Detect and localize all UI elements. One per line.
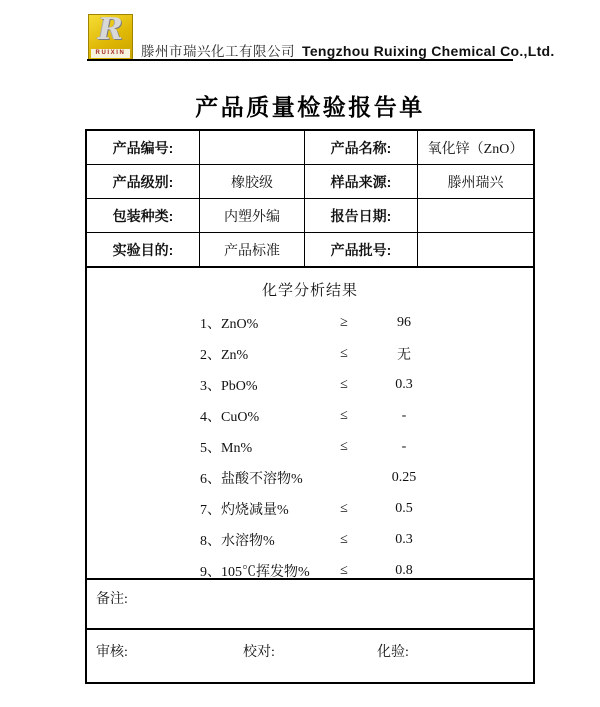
remarks-row bbox=[87, 580, 533, 630]
analysis-heading: 化学分析结果 bbox=[261, 283, 358, 299]
analysis-value: 0.5 bbox=[395, 500, 413, 516]
product-number-value bbox=[200, 131, 305, 164]
analysis-operator: ≤ bbox=[340, 531, 348, 547]
info-row-product-number bbox=[87, 131, 533, 165]
batch-number-label: 产品批号: bbox=[305, 233, 418, 266]
company-name-chinese: 滕州市瑞兴化工有限公司 bbox=[141, 44, 295, 59]
product-name-label: 产品名称: bbox=[305, 131, 418, 164]
analysis-row-ignition-loss bbox=[87, 493, 533, 524]
analysis-value: 0.8 bbox=[395, 562, 413, 578]
company-logo bbox=[88, 14, 133, 60]
analysis-label: 3、PbO% bbox=[200, 378, 258, 394]
analysis-value: 0.25 bbox=[391, 469, 417, 485]
analysis-row-water-soluble bbox=[87, 524, 533, 555]
page-title: 产品质量检验报告单 bbox=[195, 94, 425, 120]
signoff-row bbox=[87, 630, 533, 682]
product-number-label: 产品编号: bbox=[87, 131, 200, 164]
analysis-row-mn bbox=[87, 431, 533, 462]
review-label: 审核: bbox=[96, 645, 128, 660]
info-row-package-type bbox=[87, 199, 533, 233]
analysis-operator: ≤ bbox=[340, 407, 348, 423]
analysis-label: 2、Zn% bbox=[200, 347, 249, 363]
report-date-label: 报告日期: bbox=[305, 199, 418, 232]
report-date-value bbox=[418, 199, 533, 232]
analysis-row-hcl-insoluble bbox=[87, 462, 533, 493]
analysis-operator: ≥ bbox=[340, 314, 348, 330]
analysis-label: 7、灼烧减量% bbox=[200, 502, 289, 518]
logo-monogram-icon: R bbox=[98, 12, 123, 47]
analysis-value: 0.3 bbox=[395, 531, 413, 547]
analysis-operator: ≤ bbox=[340, 500, 348, 516]
package-type-label: 包装种类: bbox=[87, 199, 200, 232]
analysis-row-cuo bbox=[87, 400, 533, 431]
sample-source-value: 滕州瑞兴 bbox=[447, 175, 504, 191]
product-grade-value: 橡胶级 bbox=[200, 165, 305, 198]
analysis-items bbox=[87, 307, 533, 586]
company-name-line bbox=[141, 40, 555, 60]
analysis-value: 96 bbox=[397, 314, 411, 330]
info-row-test-purpose bbox=[87, 233, 533, 268]
batch-number-value bbox=[418, 233, 533, 266]
company-name-english: Tengzhou Ruixing Chemical Co.,Ltd. bbox=[302, 43, 555, 59]
test-purpose-label: 实验目的: bbox=[87, 233, 200, 266]
analysis-operator: ≤ bbox=[340, 438, 348, 454]
analysis-operator: ≤ bbox=[340, 345, 348, 361]
proofread-label: 校对: bbox=[243, 645, 275, 660]
product-grade-label: 产品级别: bbox=[87, 165, 200, 198]
analysis-label: 1、ZnO% bbox=[200, 316, 259, 332]
package-type-value: 内塑外编 bbox=[200, 199, 305, 232]
analysis-value: - bbox=[401, 407, 407, 423]
sample-source-label: 样品来源: bbox=[305, 165, 418, 198]
remarks-label: 备注: bbox=[96, 592, 128, 607]
test-label: 化验: bbox=[377, 645, 409, 660]
analysis-row-zn bbox=[87, 338, 533, 369]
test-purpose-value: 产品标准 bbox=[200, 233, 305, 266]
analysis-value: 无 bbox=[397, 347, 411, 363]
analysis-row-zno bbox=[87, 307, 533, 338]
analysis-row-pbo bbox=[87, 369, 533, 400]
analysis-label: 9、105℃挥发物% bbox=[200, 564, 310, 580]
analysis-label: 6、盐酸不溶物% bbox=[200, 471, 303, 487]
analysis-operator: ≤ bbox=[340, 376, 348, 392]
analysis-value: 0.3 bbox=[395, 376, 413, 392]
letterhead-rule bbox=[87, 59, 513, 61]
report-table bbox=[85, 129, 535, 684]
logo-brand-text: RUIXIN bbox=[91, 49, 130, 58]
analysis-label: 5、Mn% bbox=[200, 440, 253, 456]
analysis-operator: ≤ bbox=[340, 562, 348, 578]
info-row-product-grade bbox=[87, 165, 533, 199]
product-name-value: 氧化锌（ZnO） bbox=[427, 141, 524, 157]
analysis-value: - bbox=[401, 438, 407, 454]
analysis-label: 8、水溶物% bbox=[200, 533, 275, 549]
analysis-label: 4、CuO% bbox=[200, 409, 260, 425]
chemical-analysis-section bbox=[87, 268, 533, 580]
